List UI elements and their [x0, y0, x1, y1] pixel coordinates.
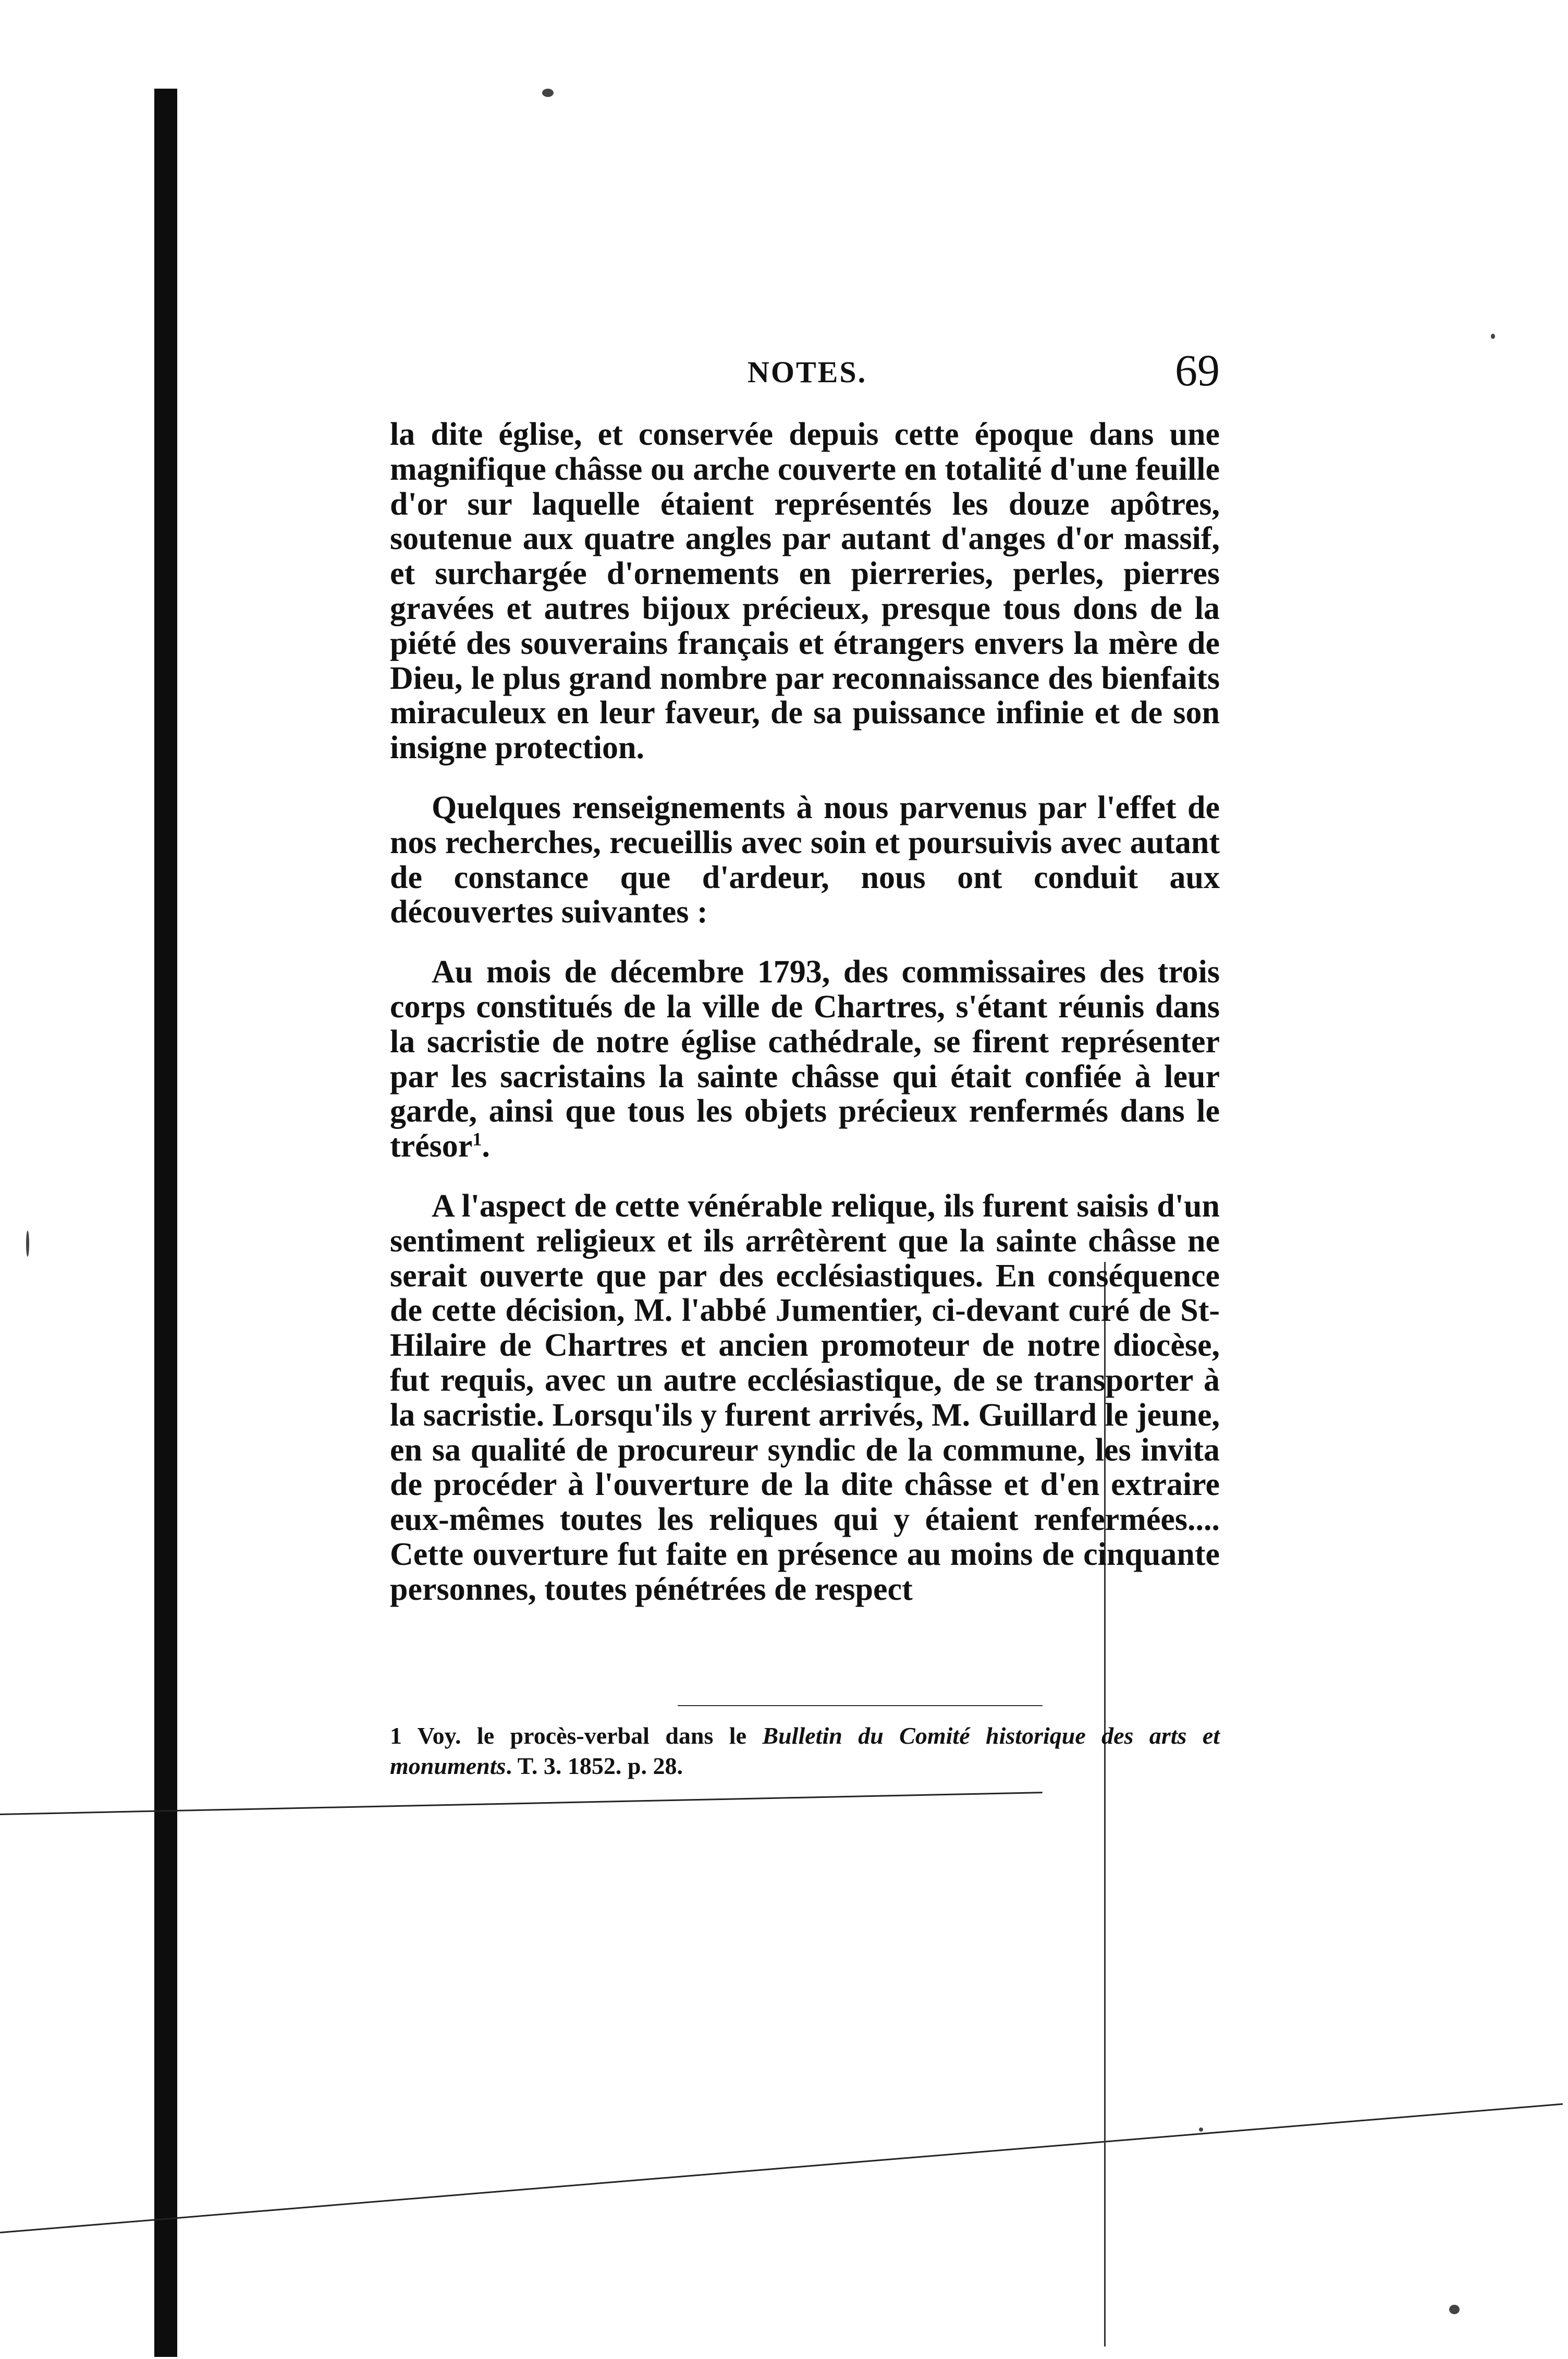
paragraph [390, 417, 1220, 765]
paragraph [390, 1189, 1220, 1607]
paragraph-text: la dite église, et conservée depuis cette époque dans une magnifique châsse ou arche couverte en totalité d'une feuille d'or sur laquelle étaient représentés les douze apôtres, soutenue aux quatre angles par autant d'anges d'or massif, et surchargée d'ornements en pierreries, perles, pierres gravées et autres bijoux précieux, presque tous dons de la piété des souverains français et étrangers envers la mère de Dieu, le plus grand nombre par reconnaissance des bienfaits miraculeux en leur faveur, de sa puissance infinie et de son insigne protection. [390, 417, 1220, 766]
paragraph-text: Quelques renseignements à nous parvenus par l'effet de nos recherches, recueillis avec soin et poursuivis avec autant de constance que d'ardeur, nous ont conduit aux découvertes suivantes : [390, 789, 1220, 930]
footnote-reference: 1 [472, 1128, 482, 1150]
paragraph-text: Au mois de décembre 1793, des commissaires des trois corps constitués de la ville de Chartres, s'étant réunis dans la sacristie de notre église cathédrale, se firent représenter par les sacristains la sainte châsse qui était confiée à leur garde, ainsi que tous les objets précieux renfermés dans le trésor [390, 954, 1220, 1164]
paragraph [390, 791, 1220, 930]
binding-shadow [154, 89, 177, 2357]
footnote [390, 1721, 1220, 1781]
scan-speck [542, 89, 554, 97]
footnote-marker: 1 [390, 1722, 402, 1749]
footnote-lead: Voy. le procès-verbal dans le [417, 1722, 747, 1749]
scan-speck [1491, 334, 1495, 339]
scan-speck [26, 1231, 29, 1257]
footnote-tail: . T. 3. 1852. p. 28. [506, 1753, 683, 1779]
body-text [390, 417, 1220, 1632]
page-header [386, 344, 1220, 402]
scan-speck [1449, 2305, 1460, 2314]
footnote-rule [678, 1705, 1043, 1706]
paragraph-text: A l'aspect de cette vénérable relique, ils furent saisis d'un sentiment religieux et ils arrêtèrent que la sainte châsse ne serait ouverte que par des ecclésiastiques. En conséquence de cette décision, M. l'abbé Jumentier, ci-devant curé de St-Hilaire de Chartres et ancien promoteur de notre diocèse, fut requis, avec un autre ecclésiastique, de se transporter à la sacristie. Lorsqu'ils y furent arrivés, M. Guillard le jeune, en sa qualité de procureur syndic de la commune, les invita de procéder à l'ouverture de la dite châsse et d'en extraire eux-mêmes toutes les reliques qui y étaient renfermées.... Cette ouverture fut faite en présence au moins de cinquante personnes, toutes pénétrées de respect [390, 1188, 1220, 1607]
paragraph-end: . [482, 1128, 490, 1164]
footnote-title: Bulletin du Comité historique des arts et monuments [390, 1722, 1220, 1779]
running-head: NOTES. [748, 355, 867, 389]
scan-speck [1199, 2127, 1203, 2132]
page-number: 69 [1175, 345, 1220, 395]
paragraph [390, 955, 1220, 1164]
scan-artifact-line [0, 2103, 1563, 2233]
